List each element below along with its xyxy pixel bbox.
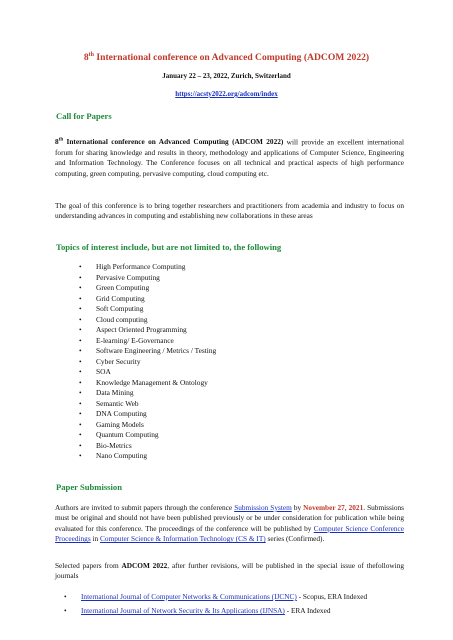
topic-item: • Aspect Oriented Programming (79, 325, 216, 336)
topic-item: • DNA Computing (79, 409, 216, 420)
selected-papers-paragraph: Selected papers from ADCOM 2022, after further revisions, will be published in the special issue of thefollowing journals (55, 561, 404, 581)
topic-item: • Software Engineering / Metrics / Testing (79, 346, 216, 357)
cs-it-series-link[interactable]: Computer Science & Information Technology (CS & IT) (100, 534, 266, 544)
journal-indexing: - ERA Indexed (284, 606, 331, 616)
topic-item: • Quantum Computing (79, 430, 216, 441)
topic-item: • Grid Computing (79, 294, 216, 305)
title-superscript: th (88, 52, 95, 58)
journals-list (64, 592, 404, 620)
call-for-papers-heading: Call for Papers (56, 111, 112, 121)
goal-paragraph: The goal of this conference is to bring together researchers and practitioners from academia and industry to focus on understanding advances in computing and establishing new collaborations in these areas (55, 201, 404, 221)
conference-title (0, 52, 453, 63)
journal-item (64, 606, 404, 616)
topic-item: • Soft Computing (79, 304, 216, 315)
topics-heading: Topics of interest include, but are not limited to, the following (56, 242, 282, 252)
conference-url-link[interactable]: https://acsty2022.org/adcom/index (175, 90, 278, 98)
adcom-bold: ADCOM 2022 (121, 561, 168, 570)
topic-item: • Green Computing (79, 283, 216, 294)
topic-item: • Nano Computing (79, 451, 216, 462)
title-text: International conference on Advanced Computing (ADCOM 2022) (94, 52, 370, 64)
topic-item: • Cloud computing (79, 315, 216, 326)
proceedings-link[interactable]: Computer Science Conference Proceedings (55, 523, 404, 544)
journal-link[interactable]: International Journal of Network Security & Its Applications (IJNSA) (81, 606, 285, 616)
topic-item: • Semantic Web (79, 399, 216, 410)
topic-item: • Cyber Security (79, 357, 216, 368)
topic-item: • Pervasive Computing (79, 273, 216, 284)
topic-item: • Bio-Metrics (79, 441, 216, 452)
journal-link[interactable]: International Journal of Computer Networks & Communications (IJCNC) (81, 592, 297, 601)
submission-paragraph: Authors are invited to submit papers through the conference Submission System by November 27, 2021. Submissions must be original and should not have been published previously or be under consideration for publication while being evaluated for this conference. The proceedings of the conference will be published by Computer Science Conference Proceedings in Computer Science & Information Technology (CS & IT) series (Confirmed). (55, 503, 404, 544)
journal-indexing: - Scopus, ERA Indexed (296, 592, 368, 601)
submission-system-link[interactable]: Submission System (234, 503, 292, 512)
paper-submission-heading: Paper Submission (56, 482, 122, 492)
topic-item: • Data Mining (79, 388, 216, 399)
topic-item: • SOA (79, 367, 216, 378)
topic-item: • High Performance Computing (79, 262, 216, 273)
topics-list (79, 262, 216, 462)
deadline-date: November 27, 2021 (303, 503, 364, 512)
topic-item: • Knowledge Management & Ontology (79, 378, 216, 389)
topic-item: • E-learning/ E-Governance (79, 336, 216, 347)
intro-conference-name: 8th International conference on Advanced Computing (ADCOM 2022) (55, 137, 284, 147)
conference-dates: January 22 – 23, 2022, Zurich, Switzerland (162, 72, 291, 80)
intro-paragraph: 8th International conference on Advanced Computing (ADCOM 2022) will provide an excellent international forum for sharing knowledge and results in theory, methodology and applications of Computer Science, Engineering and Information Technology. The Conference focuses on all technical and practical aspects of high performance computing, green computing, pervasive computing, cloud computing etc. (55, 137, 404, 178)
journal-item (64, 592, 404, 602)
topic-item: • Gaming Models (79, 420, 216, 431)
title-number: 8 (83, 52, 89, 64)
